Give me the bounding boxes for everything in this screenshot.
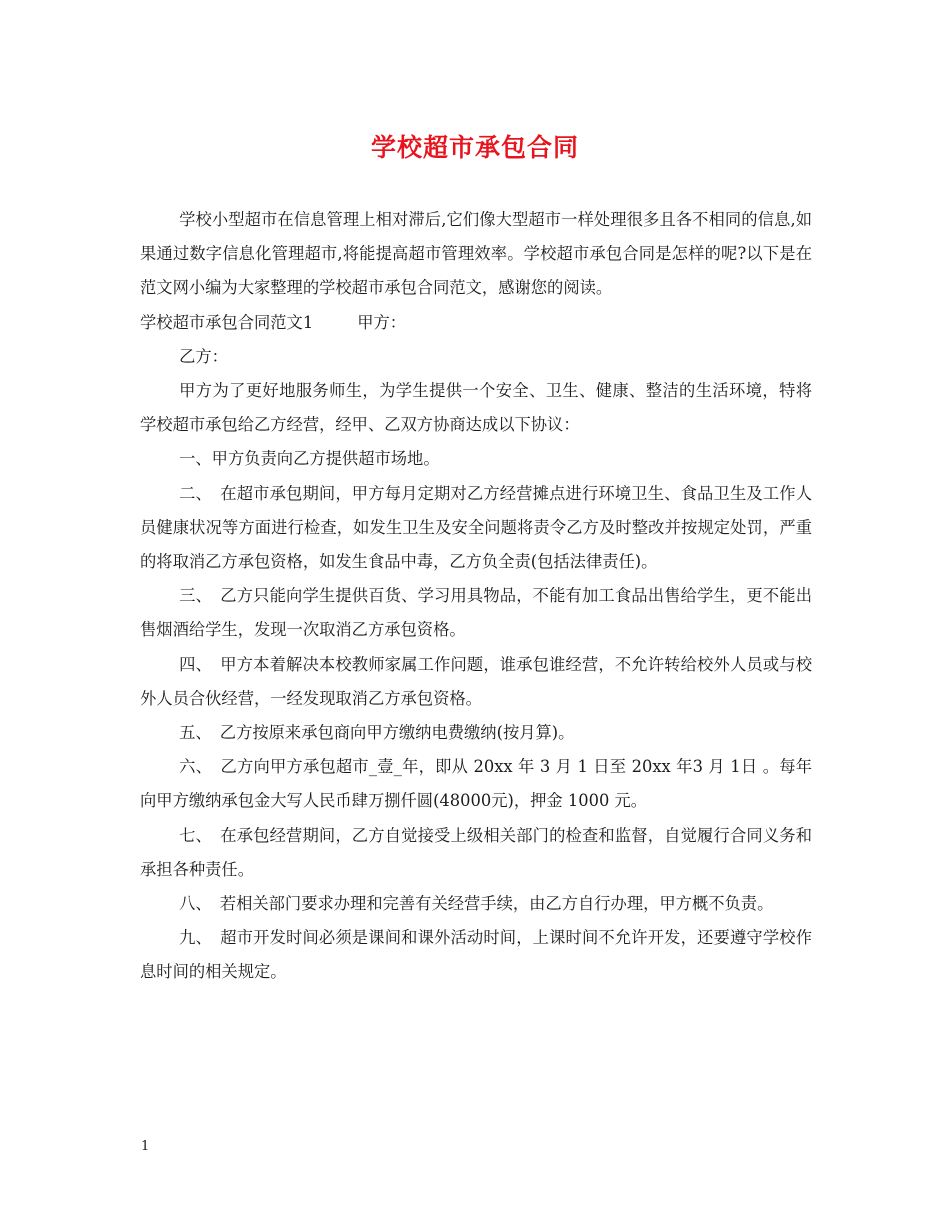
clause-4: 四、 甲方本着解决本校教师家属工作问题，谁承包谁经营，不允许转给校外人员或与校外人员合伙经营，一经发现取消乙方承包资格。 <box>140 654 812 708</box>
sample-heading: 学校超市承包合同范文1 <box>140 312 314 332</box>
party-a-label: 甲方： <box>357 312 407 332</box>
document-body <box>140 203 812 990</box>
clause-7: 七、 在承包经营期间，乙方自觉接受上级相关部门的检查和监督，自觉履行合同义务和承担各种责任。 <box>140 825 812 879</box>
page-number: 1 <box>141 1139 150 1154</box>
clause-5: 五、 乙方按原来承包商向甲方缴纳电费缴纳(按月算)。 <box>179 723 575 743</box>
sample-heading-line <box>140 306 812 340</box>
preamble-paragraph: 甲方为了更好地服务师生，为学生提供一个安全、卫生、健康、整洁的生活环境，特将学校超市承包给乙方经营，经甲、乙双方协商达成以下协议： <box>140 381 812 435</box>
clause-2: 二、 在超市承包期间，甲方每月定期对乙方经营摊点进行环境卫生、食品卫生及工作人员健康状况等方面进行检查，如发生卫生及安全问题将责令乙方及时整改并按规定处罚，严重的将取消乙方承包资格，如发生食品中毒，乙方负全责(包括法律责任)。 <box>140 483 812 572</box>
document-title: 学校超市承包合同 <box>370 133 579 162</box>
clause-6: 六、 乙方向甲方承包超市_壹_年，即从 20xx 年 3 月 1 日至 20xx 年3 月 1日 。每年向甲方缴纳承包金大写人民币肆万捌仟圆(48000元)，押金 1000 元。 <box>140 757 812 811</box>
clause-8: 八、 若相关部门要求办理和完善有关经营手续，由乙方自行办理，甲方概不负责。 <box>179 894 774 914</box>
party-b-label: 乙方： <box>179 346 228 366</box>
intro-paragraph: 学校小型超市在信息管理上相对滞后,它们像大型超市一样处理很多且各不相同的信息,如果通过数字信息化管理超市,将能提高超市管理效率。学校超市承包合同是怎样的呢?以下是在范文网小编为大家整理的学校超市承包合同范文，感谢您的阅读。 <box>140 210 812 298</box>
clause-1: 一、甲方负责向乙方提供超市场地。 <box>179 449 440 469</box>
clause-3: 三、 乙方只能向学生提供百货、学习用具物品，不能有加工食品出售给学生，更不能出售烟酒给学生，发现一次取消乙方承包资格。 <box>140 586 812 640</box>
clause-9: 九、 超市开发时间必须是课间和课外活动时间，上课时间不允许开发，还要遵守学校作息时间的相关规定。 <box>140 928 812 982</box>
